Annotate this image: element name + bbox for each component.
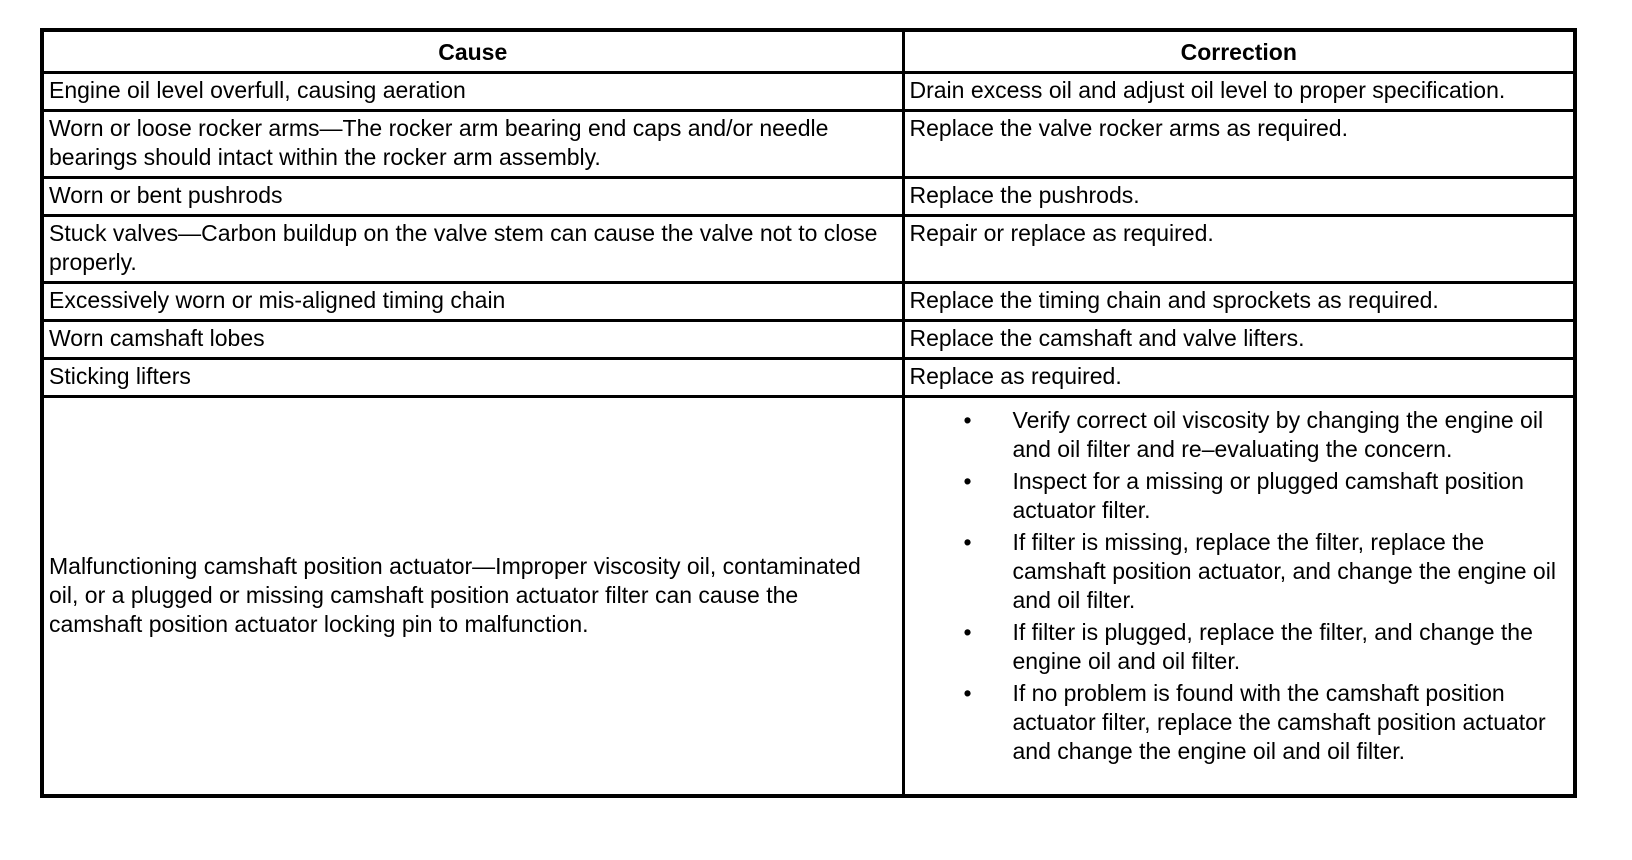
cause-cell: Worn or loose rocker arms—The rocker arm bearing end caps and/or needle bearings should intact within the rocker arm assembly.: [42, 111, 903, 178]
cause-column-header: Cause: [42, 30, 903, 73]
bullet-icon: •: [963, 619, 972, 645]
cause-cell: Worn or bent pushrods: [42, 178, 903, 216]
bullet-icon: •: [963, 529, 972, 555]
bullet-text: Inspect for a missing or plugged camshaft position actuator filter.: [1012, 468, 1524, 523]
cause-cell: Sticking lifters: [42, 359, 903, 397]
bullet-item: [910, 679, 1569, 766]
bullet-text: Verify correct oil viscosity by changing the engine oil and oil filter and re–evaluating the concern.: [1012, 407, 1544, 462]
bullet-item: [910, 618, 1569, 676]
correction-cell: Replace the pushrods.: [903, 178, 1575, 216]
correction-cell: Replace the camshaft and valve lifters.: [903, 321, 1575, 359]
bullet-text: If filter is plugged, replace the filter, and change the engine oil and oil filter.: [1012, 619, 1533, 674]
table-row: [42, 178, 1575, 216]
correction-column-header: Correction: [903, 30, 1575, 73]
table-row: [42, 111, 1575, 178]
cause-cell: Worn camshaft lobes: [42, 321, 903, 359]
bullet-icon: •: [963, 680, 972, 706]
correction-cell: Drain excess oil and adjust oil level to proper specification.: [903, 73, 1575, 111]
table-row: [42, 73, 1575, 111]
correction-cell: Replace the valve rocker arms as required.: [903, 111, 1575, 178]
table-row: [42, 321, 1575, 359]
correction-cell: Repair or replace as required.: [903, 216, 1575, 283]
correction-cell: Replace as required.: [903, 359, 1575, 397]
table-row: [42, 359, 1575, 397]
header-row: [42, 30, 1575, 73]
cause-cell: Malfunctioning camshaft position actuator—Improper viscosity oil, contaminated oil, or a plugged or missing camshaft position actuator filter can cause the camshaft position actuator locking pin to malfunction.: [42, 397, 903, 797]
correction-bullet-list: [910, 400, 1569, 783]
bullet-item: [910, 467, 1569, 525]
correction-cell: Replace the timing chain and sprockets as required.: [903, 283, 1575, 321]
bullet-text: If filter is missing, replace the filter, replace the camshaft position actuator, and change the engine oil and oil filter.: [1012, 529, 1556, 613]
cause-cell: Excessively worn or mis-aligned timing chain: [42, 283, 903, 321]
correction-cell-bullets: [903, 397, 1575, 797]
bullet-item: [910, 528, 1569, 615]
cause-correction-table: [40, 28, 1577, 798]
table-row: [42, 283, 1575, 321]
cause-cell: Stuck valves—Carbon buildup on the valve stem can cause the valve not to close properly.: [42, 216, 903, 283]
bullet-icon: •: [963, 407, 972, 433]
cause-cell: Engine oil level overfull, causing aeration: [42, 73, 903, 111]
table-row-camshaft-actuator: [42, 397, 1575, 797]
bullet-item: [910, 406, 1569, 464]
table-row: [42, 216, 1575, 283]
bullet-text: If no problem is found with the camshaft position actuator filter, replace the camshaft position actuator and change the engine oil and oil filter.: [1012, 680, 1546, 764]
bullet-icon: •: [963, 468, 972, 494]
